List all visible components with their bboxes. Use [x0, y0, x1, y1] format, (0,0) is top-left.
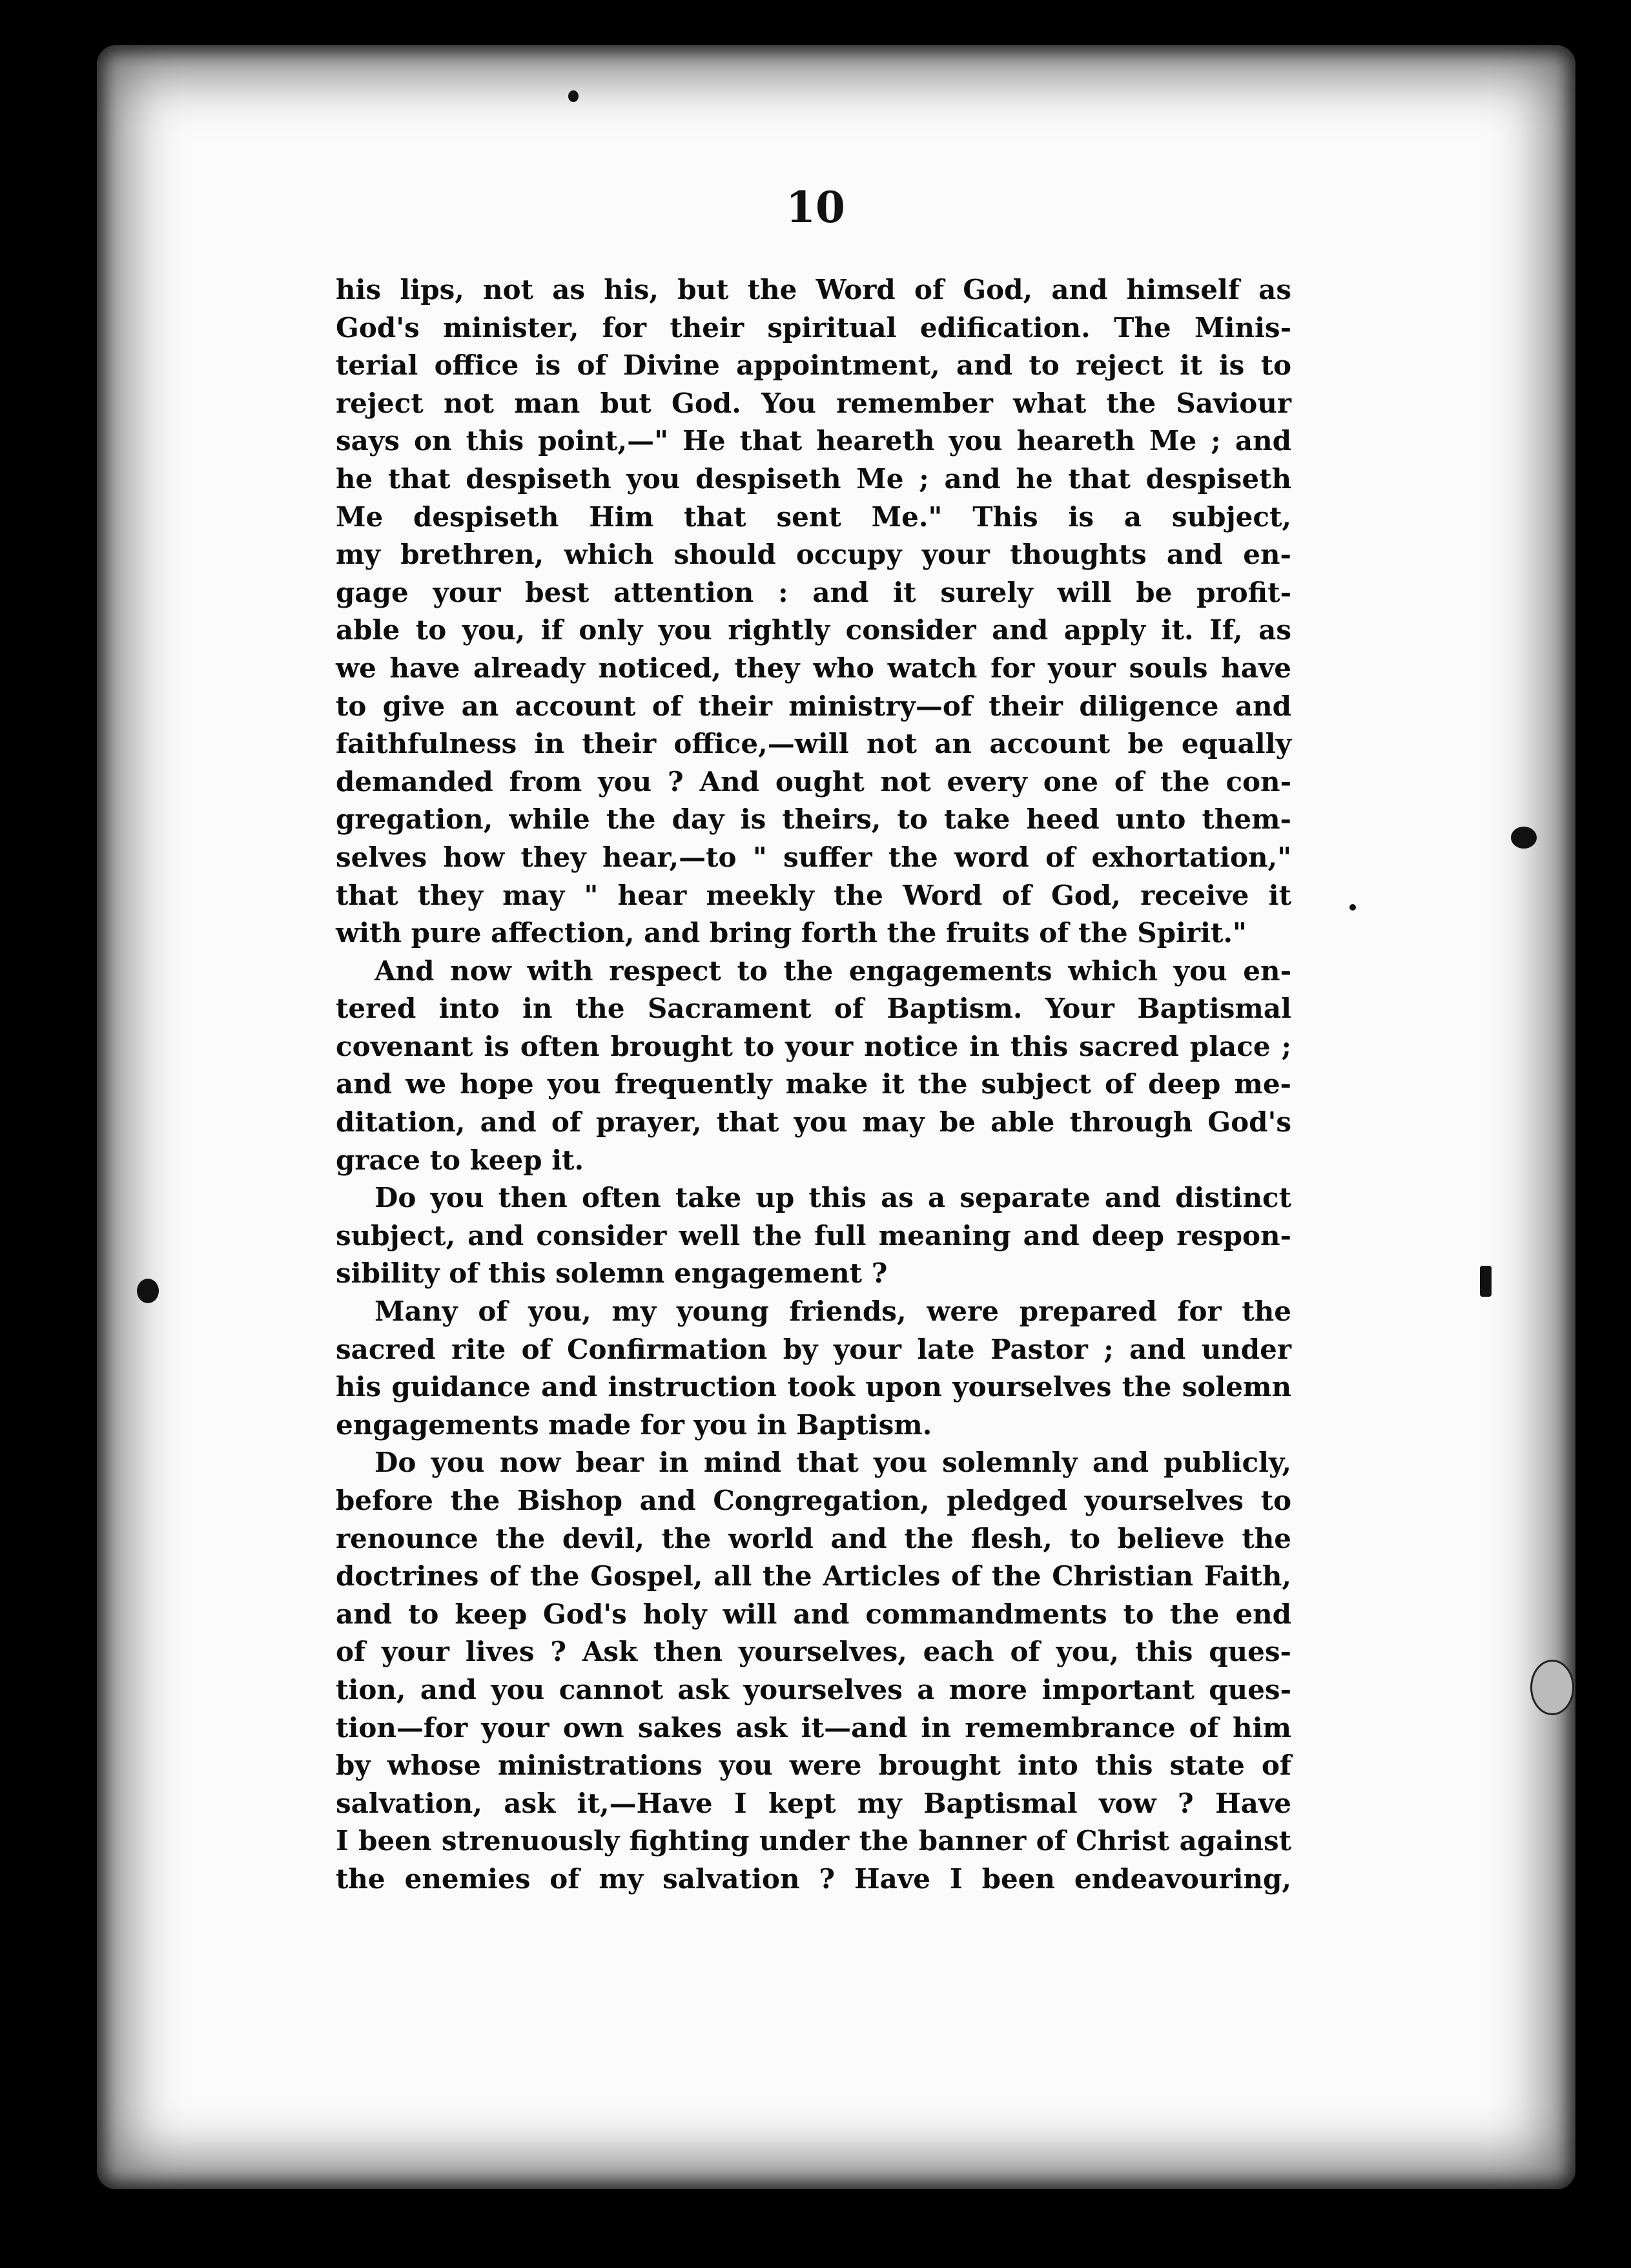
text-line: tion—for your own sakes ask it—and in remembrance of him: [336, 1711, 1291, 1744]
text-line: God's minister, for their spiritual edification. The Minis-: [336, 311, 1291, 344]
text-line: terial office is of Divine appointment, and to reject it is to: [336, 349, 1291, 382]
ink-speck: [1511, 827, 1537, 849]
text-line: demanded from you ? And ought not every one of the con-: [336, 765, 1291, 798]
ink-speck: [1530, 1660, 1574, 1715]
ink-speck: [137, 1279, 159, 1303]
text-line: ditation, and of prayer, that you may be able through God's: [336, 1106, 1291, 1139]
text-line: he that despiseth you despiseth Me ; and he that despiseth: [336, 462, 1291, 495]
text-line: tered into in the Sacrament of Baptism. Your Baptismal: [336, 993, 1291, 1025]
ink-speck: [568, 90, 579, 102]
text-line: to give an account of their ministry—of their diligence and: [336, 690, 1291, 722]
text-line: my brethren, which should occupy your thoughts and en-: [336, 539, 1291, 571]
text-line: and we hope you frequently make it the subject of deep me-: [336, 1068, 1291, 1100]
text-line: before the Bishop and Congregation, pledged yourselves to: [336, 1485, 1291, 1516]
text-line: salvation, ask it,—Have I kept my Baptismal vow ? Have: [336, 1787, 1291, 1819]
paragraph-start-line: Many of you, my young friends, were prepared for the: [374, 1295, 1291, 1328]
ink-speck: [1480, 1266, 1492, 1297]
body-text: [336, 271, 1291, 1899]
text-line: sacred rite of Confirmation by your late Pastor ; and under: [336, 1333, 1291, 1365]
text-line: selves how they hear,—to " suffer the word of exhortation,": [336, 841, 1291, 873]
text-line: the enemies of my salvation ? Have I been endeavouring,: [336, 1862, 1291, 1895]
page-number: 10: [786, 182, 845, 232]
text-line: engagements made for you in Baptism.: [336, 1408, 932, 1441]
text-line: doctrines of the Gospel, all the Articles of the Christian Faith,: [336, 1560, 1291, 1593]
text-line: gage your best attention : and it surely will be profit-: [336, 576, 1291, 608]
text-line: able to you, if only you rightly consider and apply it. If, as: [336, 614, 1291, 646]
paragraph-start-line: Do you now bear in mind that you solemnly and publicly,: [374, 1447, 1291, 1479]
text-line: with pure affection, and bring forth the fruits of the Spirit.": [336, 917, 1247, 949]
text-line: faithfulness in their office,—will not an account be equally: [336, 728, 1291, 760]
text-line: gregation, while the day is theirs, to take heed unto them-: [336, 803, 1291, 836]
ink-speck: [1349, 904, 1356, 911]
text-line: we have already noticed, they who watch for your souls have: [336, 652, 1291, 684]
text-line: covenant is often brought to your notice in this sacred place ;: [336, 1030, 1291, 1062]
text-line: that they may " hear meekly the Word of God, receive it: [336, 879, 1291, 911]
text-line: by whose ministrations you were brought into this state of: [336, 1749, 1291, 1782]
text-line: his lips, not as his, but the Word of God, and himself as: [336, 274, 1291, 305]
text-line: his guidance and instruction took upon yourselves the solemn: [336, 1371, 1291, 1403]
text-line: tion, and you cannot ask yourselves a more important ques-: [336, 1673, 1291, 1706]
text-line: renounce the devil, the world and the flesh, to believe the: [336, 1522, 1291, 1554]
text-line: says on this point,—" He that heareth you heareth Me ; and: [336, 425, 1291, 457]
text-line: of your lives ? Ask then yourselves, each of you, this ques-: [336, 1636, 1291, 1668]
text-line: grace to keep it.: [336, 1144, 584, 1176]
text-line: and to keep God's holy will and commandments to the end: [336, 1598, 1291, 1630]
text-line: sibility of this solemn engagement ?: [336, 1257, 888, 1290]
paragraph-start-line: And now with respect to the engagements which you en-: [374, 954, 1291, 987]
text-line: I been strenuously fighting under the banner of Christ against: [336, 1825, 1291, 1857]
text-line: Me despiseth Him that sent Me." This is a subject,: [336, 500, 1291, 533]
paragraph-start-line: Do you then often take up this as a separate and distinct: [374, 1182, 1291, 1214]
text-line: reject not man but God. You remember what the Saviour: [336, 387, 1291, 419]
text-line: subject, and consider well the full meaning and deep respon-: [336, 1219, 1291, 1252]
